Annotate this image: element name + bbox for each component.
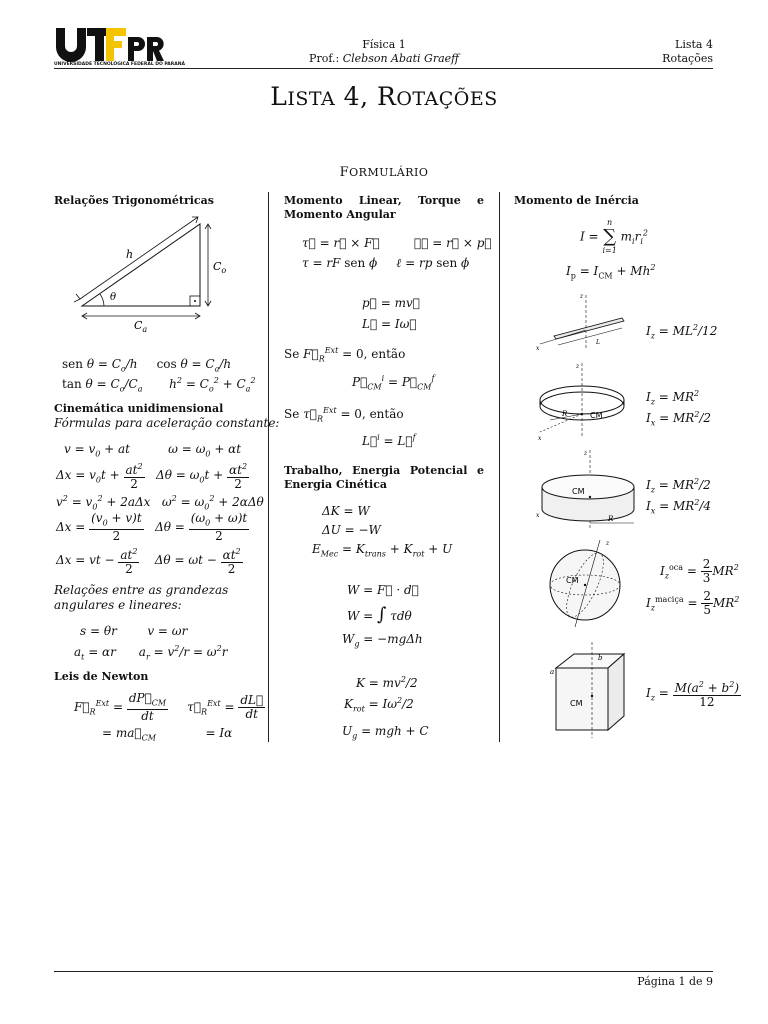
kin-eq-5: Δx = vt − $\frac{at^2}{2}$ Δθ = ωt − $\frac{\alpha t^2}{2}$ — [56, 547, 241, 576]
inertia-title: Momento de Inércia — [514, 194, 639, 207]
sphere-diagram — [540, 535, 630, 630]
page-number: Página 1 de 9 — [637, 975, 713, 988]
inertia-eq-sum: I = n ∑ i=1 $m_ir_i^2$ — [580, 218, 648, 255]
conservation-p-eq: $P⃗_{CM}^i$ = $P⃗_{CM}^f$ — [352, 374, 435, 392]
momentum-eq-l: L⃗ = Iω⃗ — [362, 317, 417, 331]
list-number: Lista 4 — [675, 38, 713, 51]
ring-diagram — [532, 358, 642, 443]
newton-eq-1: $F⃗_R^{Ext}$ = $\frac{dP⃗_{CM}}{dt}$ $\tau⃗_R^{Ext}$ = $\frac{dL⃗}{dt}$ — [74, 691, 264, 724]
work-eq-5: W = ∫ τdθ — [347, 604, 412, 625]
kinematics-title: Cinemática unidimensional — [54, 402, 224, 415]
kin-eq-4: Δx = $\frac{(v_0 + v)t}{2}$ Δθ = $\frac{(\omega_0 + \omega)t}{2}$ — [56, 511, 248, 544]
svg-text:CM: CM — [590, 411, 603, 420]
newton-eq-2: = $ma⃗_{CM}$ = Iα — [102, 726, 233, 743]
box-diagram — [546, 640, 636, 740]
column-divider-2 — [499, 192, 500, 742]
header-list-block — [600, 38, 713, 66]
utfpr-logo — [54, 24, 185, 68]
ring-inertia-eq-1: $I_z = MR^2$ — [646, 389, 700, 407]
trig-title: Relações Trigonométricas — [54, 194, 214, 207]
page-title: LISTA 4, ROTAÇÕES — [270, 82, 498, 111]
svg-text:x: x — [536, 512, 540, 519]
header-rule — [54, 68, 713, 69]
conservation-p-condition: Se $F⃗_R^{Ext} = 0$, então — [284, 346, 406, 364]
disk-inertia-eq-2: $I_x = MR^2/4$ — [646, 498, 712, 516]
momentum-eq-p: p⃗ = mv⃗ — [362, 296, 420, 310]
svg-text:b: b — [598, 654, 603, 662]
energy-eq-1: $K = mv^2/2$ — [356, 675, 418, 690]
ring-inertia-eq-2: $I_x = MR^2/2$ — [646, 410, 712, 428]
parallel-axis-eq: $I_p = I_{CM} + Mh^2$ — [566, 263, 656, 281]
svg-text:CM: CM — [572, 487, 585, 496]
work-energy-title: Trabalho, Energia Potencial e Energia Cinética — [284, 464, 484, 491]
svg-text:x: x — [536, 345, 540, 352]
svg-text:R: R — [608, 515, 614, 523]
solid-sphere-eq: $I_z^{maciça}$ = $\frac{2}{5}$ $MR^2$ — [646, 589, 740, 617]
work-eq-2: ΔU = −W — [322, 523, 381, 537]
energy-eq-2: $K_{rot} = I\omega^2/2$ — [344, 696, 414, 714]
kin-eq-2: $\Delta x = v_0t$ + $\frac{at^2}{2}$ $\Delta\theta = \omega_0t$ + $\frac{\alpha t^2}{2}$ — [56, 462, 248, 491]
header-course-block — [280, 38, 488, 66]
disk-diagram — [532, 445, 642, 535]
kin-eq-1: $v = v_0$ + at $\omega = \omega_0 + \alpha t$ — [64, 442, 242, 459]
svg-text:R: R — [562, 410, 568, 418]
svg-text:z: z — [584, 450, 588, 457]
energy-eq-3: $U_g$ = mgh + C — [342, 724, 429, 741]
trig-eq-2: $\tan \theta = C_o/C_a$ $h^2 = C_o^2 + C_a^2$ — [62, 376, 256, 394]
professor-line: Prof.: Clebson Abati Graeff — [309, 52, 459, 65]
box-inertia-eq: $I_z$ = $\frac{M(a^2 + b^2)}{12}$ — [646, 680, 740, 709]
svg-text:a: a — [550, 668, 555, 676]
right-triangle-diagram — [70, 212, 250, 337]
work-eq-1: ΔK = W — [322, 504, 370, 518]
section-heading: FORMULÁRIO — [339, 165, 429, 180]
rod-diagram — [532, 290, 642, 355]
torque-eq-1: τ⃗ = r⃗ × F⃗ ℓ⃗ = r⃗ × p⃗ — [302, 236, 492, 250]
work-eq-4: W = F⃗ · d⃗ — [347, 583, 419, 597]
column-divider-1 — [268, 192, 269, 742]
logo-subtitle: UNIVERSIDADE TECNOLÓGICA FEDERAL DO PARANÁ — [54, 62, 185, 67]
svg-text:L: L — [596, 339, 600, 346]
opposite-label: $C_o$ — [213, 260, 227, 275]
hollow-sphere-eq: $I_z^{oca}$ = $\frac{2}{3}$ $MR^2$ — [660, 557, 739, 585]
svg-text:z: z — [580, 293, 584, 300]
rel-eq-2: $a_t = \alpha r$ $a_r = v^2/r = \omega^2r$ — [74, 644, 228, 662]
svg-text:CM: CM — [566, 576, 579, 585]
adjacent-label: $C_a$ — [134, 319, 148, 334]
work-eq-3: $E_{Mec} = K_{trans} + K_{rot} + U$ — [312, 542, 453, 559]
disk-inertia-eq-1: $I_z = MR^2/2$ — [646, 477, 711, 495]
trig-eq-1: sen $\theta = C_o/h$ $\cos \theta = C_a/h$ — [62, 357, 232, 374]
course-name: Física 1 — [362, 38, 406, 51]
footer-rule — [54, 971, 713, 972]
kin-eq-3: $v^2 = v_0^2 + 2a\Delta x$ $\omega^2 = \omega_0^2 + 2\alpha\Delta\theta$ — [56, 494, 264, 512]
svg-text:x: x — [538, 435, 542, 442]
angle-label: θ — [110, 292, 117, 303]
conservation-l-eq: L⃗$^i$ = L⃗$^f$ — [362, 433, 416, 448]
angular-linear-text: Relações entre as grandezas angulares e lineares: — [54, 583, 229, 612]
momentum-title: Momento Linear, Torque e Momento Angular — [284, 194, 484, 221]
rod-inertia-eq: $I_z = ML^2/12$ — [646, 323, 718, 341]
rel-eq-1: s = θr v = ωr — [80, 624, 188, 638]
hypotenuse-label: h — [126, 248, 134, 261]
svg-text:CM: CM — [570, 699, 583, 708]
newton-title: Leis de Newton — [54, 670, 149, 683]
work-eq-6: $W_g = -mg\Delta h$ — [342, 632, 423, 649]
kinematics-subtitle: Fórmulas para aceleração constante: — [54, 416, 280, 430]
svg-text:z: z — [576, 363, 580, 370]
svg-text:z: z — [606, 540, 610, 547]
conservation-l-condition: Se $\tau⃗_R^{Ext} = 0$, então — [284, 406, 404, 424]
torque-eq-2: τ = rF sen ϕ ℓ = rp sen ϕ — [302, 256, 470, 270]
list-topic: Rotações — [662, 52, 713, 65]
